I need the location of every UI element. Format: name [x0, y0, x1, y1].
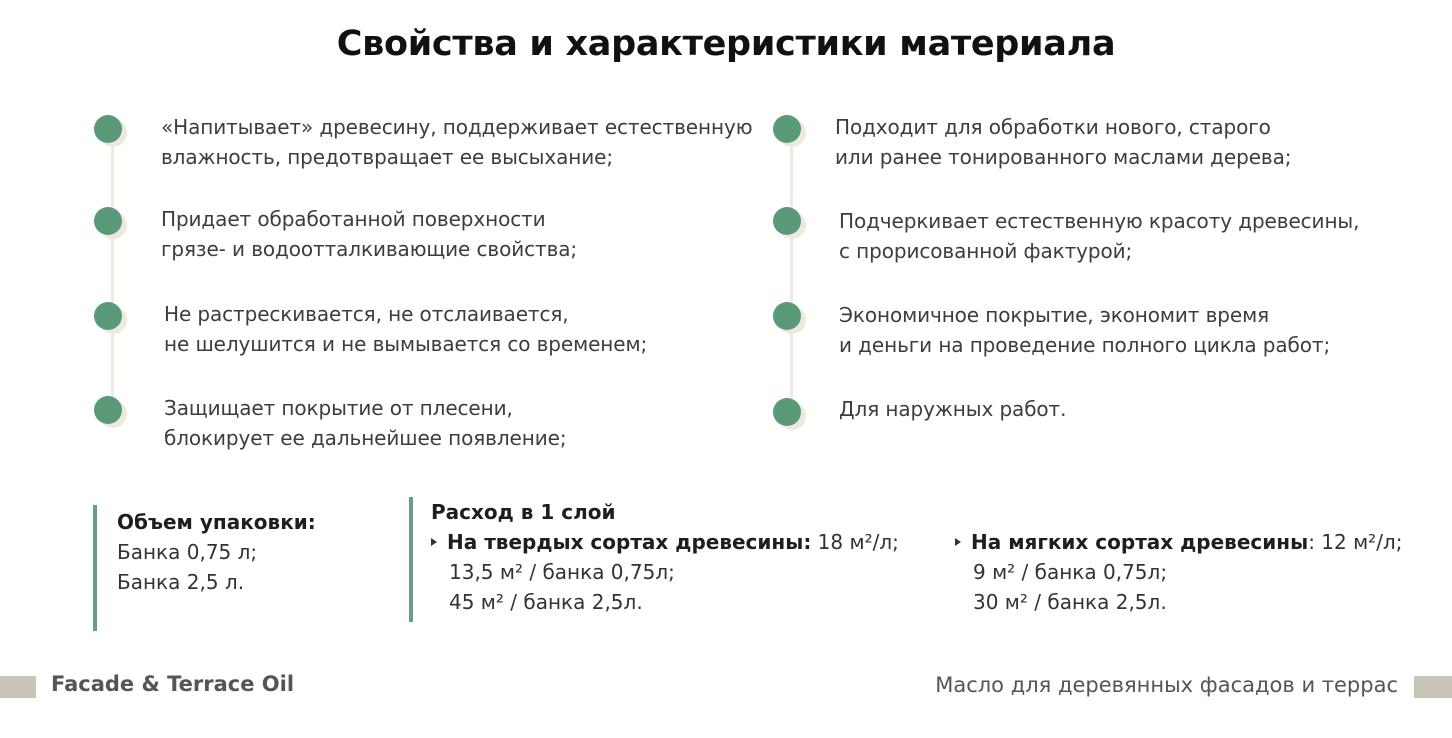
property-item: Защищает покрытие от плесени, блокирует ее дальнейшее появление; — [164, 396, 567, 450]
consumption-block — [431, 497, 899, 617]
triangle-bullet-icon — [431, 538, 437, 546]
timeline-line-left — [111, 140, 114, 420]
property-item: Придает обработанной поверхности грязе- и водоотталкивающие свойства; — [161, 207, 578, 261]
property-item: Экономичное покрытие, экономит время и деньги на проведение полного цикла работ; — [839, 303, 1331, 357]
packaging-item: Банка 2,5 л. — [117, 570, 245, 594]
bullet-dot — [773, 207, 801, 235]
property-item: Не растрескивается, не отслаивается, не шелушится и не вымывается со временем; — [164, 302, 648, 356]
footer-accent-bar-right — [1414, 676, 1452, 698]
soft-wood-label: На мягких сортах древесины — [971, 530, 1309, 554]
timeline-line-right — [790, 140, 793, 415]
soft-wood-line: 30 м² / банка 2,5л. — [973, 590, 1167, 614]
packaging-heading: Объем упаковки: — [117, 510, 316, 534]
hard-wood-line: 45 м² / банка 2,5л. — [449, 590, 643, 614]
soft-wood-line: 9 м² / банка 0,75л; — [973, 560, 1168, 584]
consumption-soft — [955, 527, 1402, 557]
packaging-item: Банка 0,75 л; — [117, 540, 258, 564]
page-title: Свойства и характеристики материала — [336, 24, 1116, 64]
bullet-dot — [94, 396, 122, 424]
property-item: «Напитывает» древесину, поддерживает естественную влажность, предотвращает ее высыхание; — [161, 115, 753, 169]
property-item: Подчеркивает естественную красоту древесины, с прорисованной фактурой; — [839, 209, 1360, 263]
footer-accent-bar-left — [0, 676, 36, 698]
soft-wood-rate: : 12 м²/л; — [1308, 530, 1403, 554]
consumption-soft-block — [955, 527, 1402, 617]
packaging-accent-bar — [93, 505, 97, 631]
consumption-accent-bar — [409, 497, 413, 622]
consumption-hard — [431, 527, 899, 557]
footer-product-name: Facade & Terrace Oil — [51, 672, 295, 696]
hard-wood-label: На твердых сортах древесины: — [447, 530, 812, 554]
bullet-dot — [773, 302, 801, 330]
bullet-dot — [773, 398, 801, 426]
bullet-dot — [94, 302, 122, 330]
packaging-block — [117, 507, 316, 597]
property-item: Подходит для обработки нового, старого или ранее тонированного маслами дерева; — [835, 115, 1292, 169]
footer-subtitle: Масло для деревянных фасадов и террас — [935, 673, 1398, 697]
hard-wood-line: 13,5 м² / банка 0,75л; — [449, 560, 675, 584]
hard-wood-rate: 18 м²/л; — [811, 530, 899, 554]
bullet-dot — [773, 115, 801, 143]
consumption-heading: Расход в 1 слой — [431, 500, 616, 524]
triangle-bullet-icon — [955, 538, 961, 546]
property-item: Для наружных работ. — [839, 397, 1067, 421]
bullet-dot — [94, 115, 122, 143]
bullet-dot — [94, 207, 122, 235]
